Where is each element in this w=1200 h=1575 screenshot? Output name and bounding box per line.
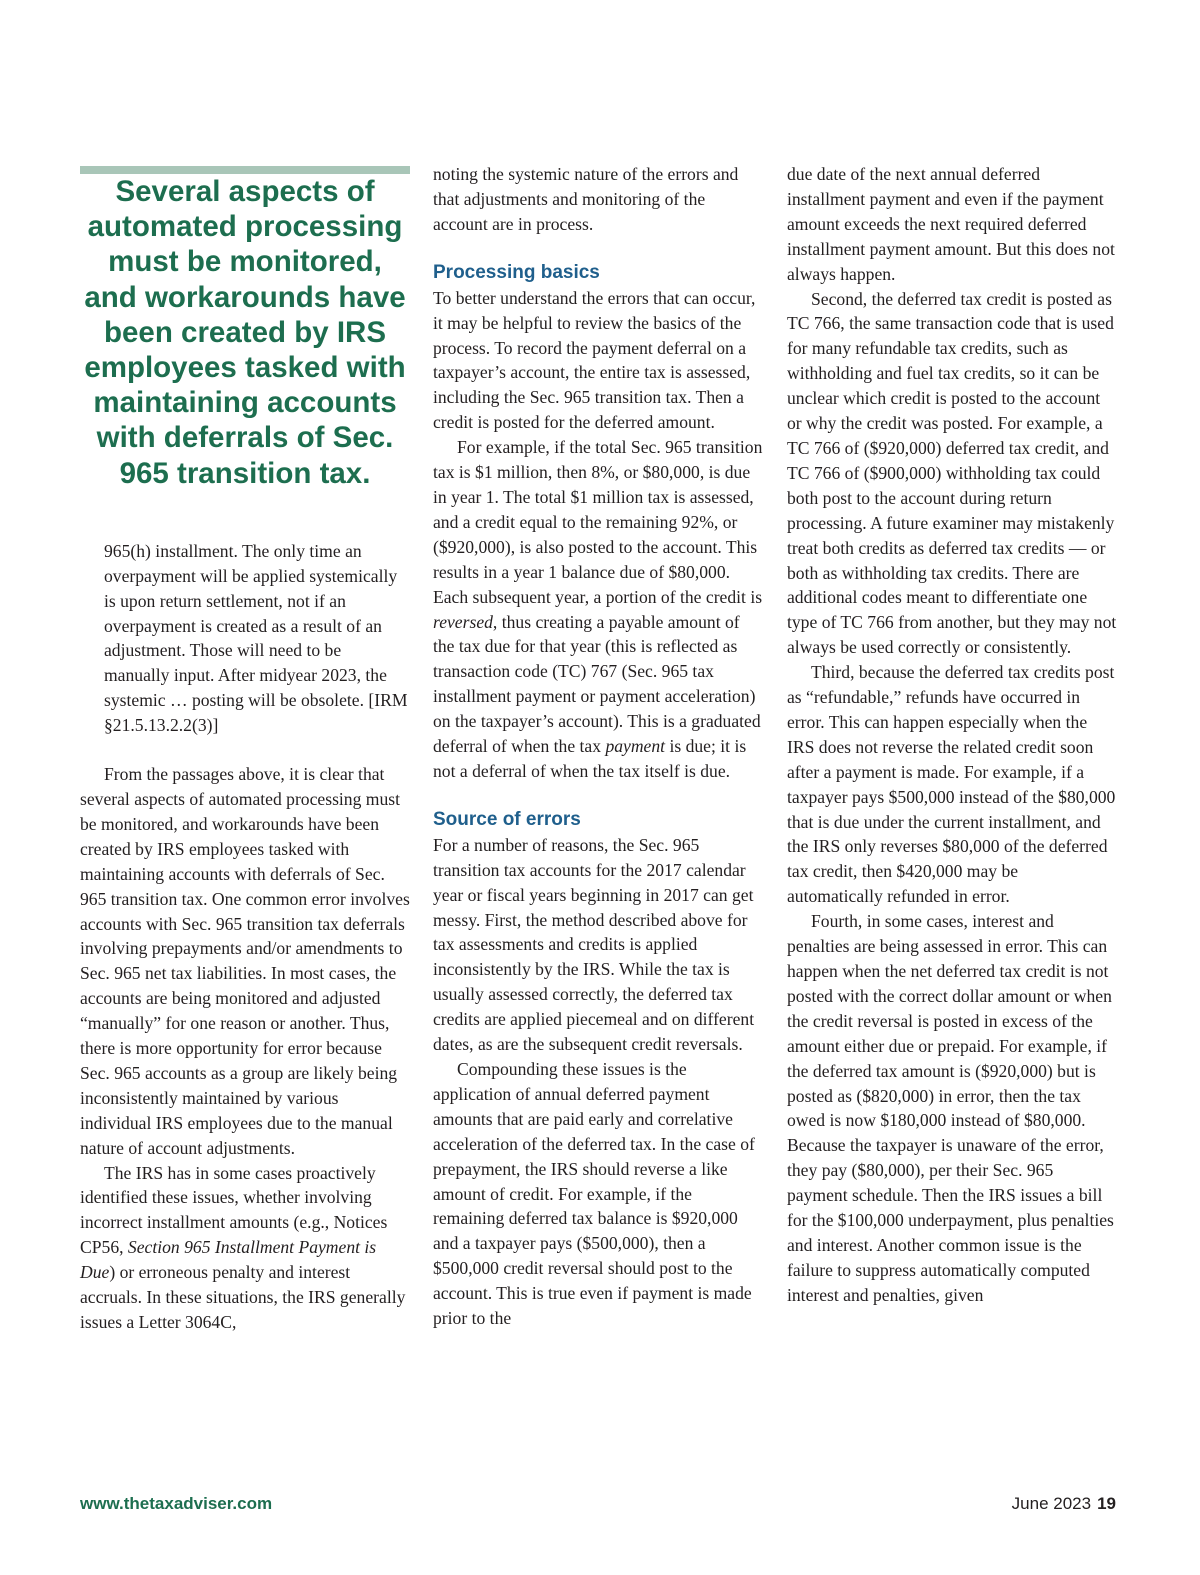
body-paragraph: Third, because the deferred tax credits post as “refundable,” refunds have occurred in error. This can happen especially when the IRS does not reverse the related credit soon after a payment is made. For example, if a taxpayer pays $500,000 instead of the $80,000 that is due under the current installment, and the IRS only reverses $80,000 of the deferred tax credit, then $420,000 may be automatically refunded in error. xyxy=(787,662,1116,907)
column-3 xyxy=(787,162,1117,1308)
footer-date: June 2023 xyxy=(1011,1494,1092,1513)
section-heading: Processing basics xyxy=(433,261,600,283)
body-paragraph: The IRS has in some cases proactively identified these issues, whether involving incorrect installment amounts (e.g., Notices CP56, Section 965 Installment Payment is Due) or erroneous penalty and interest accruals. In these situations, the IRS generally issues a Letter 3064C, xyxy=(80,1162,406,1333)
footer-issue xyxy=(1012,1494,1116,1514)
body-paragraph: Fourth, in some cases, interest and penalties are being assessed in error. This can happen when the net deferred tax credit is not posted with the correct dollar amount or when the credit reversal is posted in excess of the amount either due or prepaid. For example, if the deferred tax amount is ($920,000) but is posted as ($820,000) in error, then the tax owed is now $180,000 instead of $80,000. Because the taxpayer is unaware of the error, they pay ($80,000), per their Sec. 965 payment schedule. Then the IRS issues a bill for the $100,000 underpayment, plus penalties and interest. Another common issue is the failure to suppress automatically computed interest and penalties, given xyxy=(787,911,1114,1305)
body-paragraph: Compounding these issues is the application of annual deferred payment amounts that are paid early and correlative acceleration of the deferred tax. In the case of prepayment, the IRS should reverse a like amount of credit. For example, if the remaining deferred tax balance is $920,000 and a taxpayer pays ($500,000), then a $500,000 credit reversal should post to the account. This is true even if payment is made prior to the xyxy=(433,1059,755,1329)
block-quote: 965(h) installment. The only time an overpayment will be applied systemically is upon return settlement, not if an overpayment is created as a result of an adjustment. Those will need to be manually input. After midyear 2023, the systemic … posting will be obsolete. [IRM §21.5.13.2.2(3)] xyxy=(104,540,408,736)
section-heading: Source of errors xyxy=(433,808,581,830)
footer-url[interactable]: www.thetaxadviser.com xyxy=(80,1494,273,1513)
body-paragraph: Second, the deferred tax credit is posted as TC 766, the same transaction code that is used for many refundable tax credits, such as withholding and fuel tax credits, so it can be unclear which credit is posted to the account or why the credit was posted. For example, a TC 766 of ($920,000) deferred tax credit, and TC 766 of ($900,000) withholding tax could both post to the account during return processing. A future examiner may mistakenly treat both credits as deferred tax credits — or both as withholding tax credits. There are additional codes meant to differentiate one type of TC 766 from another, but they may not always be used correctly or consistently. xyxy=(787,288,1117,658)
body-paragraph: due date of the next annual deferred installment payment and even if the payment amount exceeds the next required deferred installment payment amount. But this does not always happen. xyxy=(787,164,1115,284)
body-paragraph: From the passages above, it is clear that several aspects of automated processing must be monitored, and workarounds have been created by IRS employees tasked with maintaining accounts with deferrals of Sec. 965 transition tax. One common error involves accounts with Sec. 965 transition tax deferrals involving prepayments and/or amendments to Sec. 965 net tax liabilities. In most cases, the accounts are being monitored and adjusted “manually” for one reason or another. Thus, there is more opportunity for error because Sec. 965 accounts as a group are likely being inconsistently maintained by various individual IRS employees due to the manual nature of account adjustments. xyxy=(80,764,410,1158)
body-paragraph: noting the systemic nature of the errors and that adjustments and monitoring of the account are in process. xyxy=(433,164,739,234)
pull-quote-rule xyxy=(80,166,410,174)
pull-quote: Several aspects of automated processing must be monitored, and workarounds have been created by IRS employees tasked with maintaining accounts with deferrals of Sec. 965 transition tax. xyxy=(84,175,406,490)
notice-title: Section 965 Installment Payment is Due xyxy=(80,1237,377,1283)
body-paragraph: For a number of reasons, the Sec. 965 transition tax accounts for the 2017 calendar year or fiscal years beginning in 2017 can get messy. First, the method described above for tax assessments and credits is applied inconsistently by the IRS. While the tax is usually assessed correctly, the deferred tax credits are applied piecemeal and on different dates, as are the subsequent credit reversals. xyxy=(433,834,755,1055)
body-paragraph: To better understand the errors that can occur, it may be helpful to review the basics of the process. To record the payment deferral on a taxpayer’s account, the entire tax is assessed, including the Sec. 965 transition tax. Then a credit is posted for the deferred amount. xyxy=(433,287,756,433)
column-2 xyxy=(433,162,763,1331)
body-paragraph: For example, if the total Sec. 965 transition tax is $1 million, then 8%, or $80,000, is due in year 1. The total $1 million tax is assessed, and a credit equal to the remaining 92%, or ($920,000), is also posted to the account. This results in a year 1 balance due of $80,000. Each subsequent year, a portion of the credit is reversed, thus creating a payable amount of the tax due for that year (this is reflected as transaction code (TC) 767 (Sec. 965 tax installment payment or payment acceleration) on the taxpayer’s account). This is a graduated deferral of when the tax payment is due; it is not a deferral of when the tax itself is due. xyxy=(433,437,763,781)
page-number: 19 xyxy=(1097,1494,1116,1513)
column-1 xyxy=(80,162,410,1335)
